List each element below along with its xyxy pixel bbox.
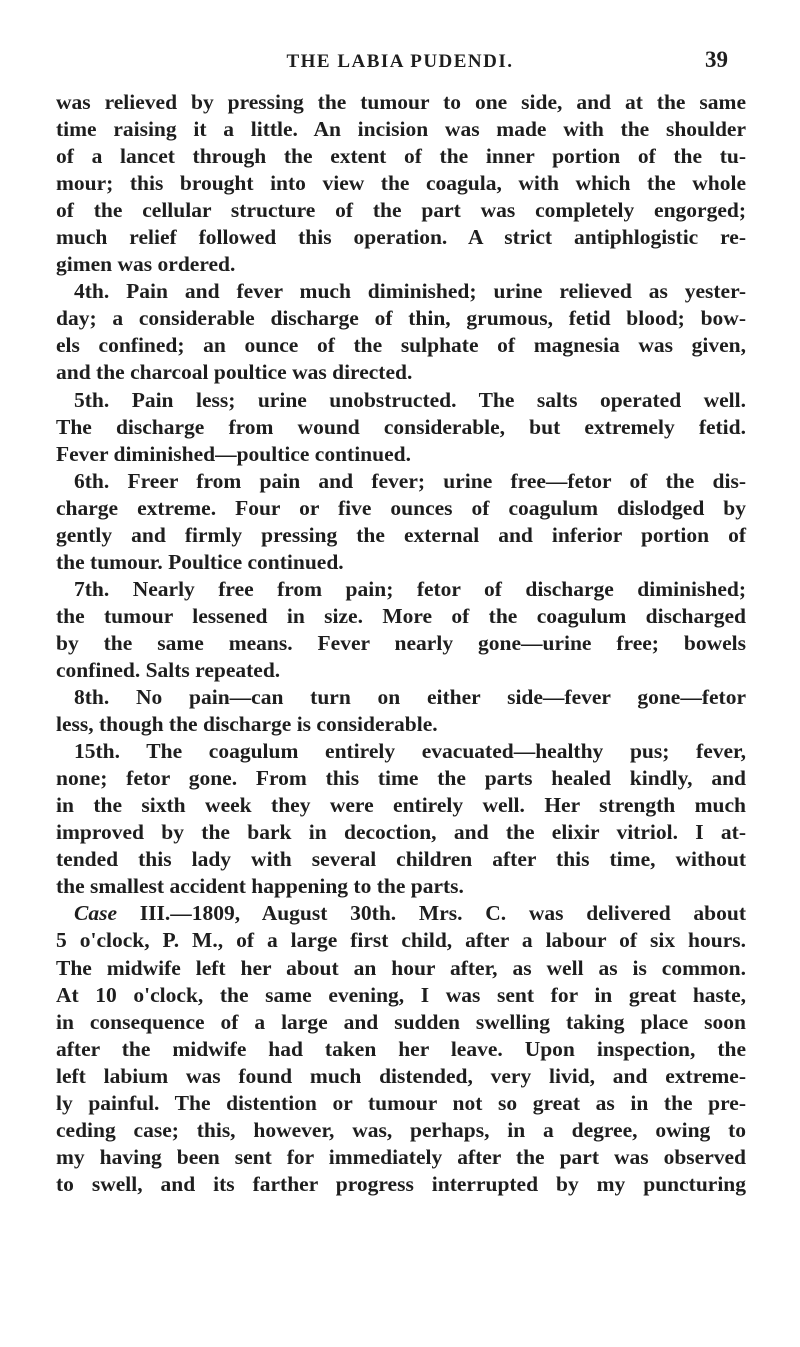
- text-line: and the charcoal poultice was directed.: [56, 360, 413, 385]
- text-line: none; fetor gone. From this time the parts healed kindly, and: [56, 766, 746, 791]
- text-line: less, though the discharge is considerable.: [56, 712, 438, 737]
- running-title: THE LABIA PUDENDI.: [286, 51, 514, 72]
- text-line: confined. Salts repeated.: [56, 657, 281, 682]
- text-line: was relieved by pressing the tumour to one side, and at the same: [56, 90, 746, 114]
- text-line: tended this lady with several children after this time, without: [56, 847, 746, 872]
- text-line: left labium was found much distended, very livid, and extreme-: [56, 1063, 746, 1088]
- text-line: The discharge from wound considerable, but extremely fetid.: [56, 414, 746, 439]
- text-line: At 10 o'clock, the same evening, I was sent for in great haste,: [56, 982, 746, 1007]
- text-line: gently and firmly pressing the external and inferior portion of: [56, 522, 746, 547]
- body-text: [56, 89, 746, 1198]
- text-line: 5 o'clock, P. M., of a large first child, after a labour of six hours.: [56, 928, 746, 953]
- text-line: the smallest accident happening to the parts.: [56, 874, 464, 899]
- text-line: ceding case; this, however, was, perhaps, in a degree, owing to: [56, 1117, 746, 1142]
- text-line: day; a considerable discharge of thin, grumous, fetid blood; bow-: [56, 306, 746, 331]
- text-line: improved by the bark in decoction, and the elixir vitriol. I at-: [56, 820, 746, 845]
- text-line: much relief followed this operation. A strict antiphlogistic re-: [56, 225, 746, 250]
- text-line: in the sixth week they were entirely well. Her strength much: [56, 793, 746, 818]
- text-line: Fever diminished—poultice continued.: [56, 441, 411, 466]
- text-line: the tumour. Poultice continued.: [56, 549, 344, 574]
- text-line: after the midwife had taken her leave. Upon inspection, the: [56, 1036, 746, 1061]
- case-number: III.: [139, 901, 171, 926]
- text-line: of the cellular structure of the part was completely engorged;: [56, 198, 746, 223]
- text-line: the tumour lessened in size. More of the coagulum discharged: [56, 603, 746, 628]
- page-number: 39: [705, 47, 728, 72]
- text-line: 4th. Pain and fever much diminished; urine relieved as yester-: [74, 279, 746, 304]
- text-line: gimen was ordered.: [56, 252, 236, 277]
- text-line: 6th. Freer from pain and fever; urine free—fetor of the dis-: [74, 468, 746, 493]
- case-label: Case: [74, 901, 117, 926]
- running-head: [0, 47, 800, 77]
- text-line: 8th. No pain—can turn on either side—fever gone—fetor: [74, 685, 746, 710]
- text-line: time raising it a little. An incision was made with the shoulder: [56, 117, 746, 142]
- text-line: by the same means. Fever nearly gone—urine free; bowels: [56, 630, 746, 655]
- text-line: my having been sent for immediately after the part was observed: [56, 1144, 746, 1169]
- case-heading-line: [56, 900, 746, 927]
- text-line: charge extreme. Four or five ounces of coagulum dislodged by: [56, 495, 746, 520]
- case-heading-text: —1809, August 30th. Mrs. C. was delivered about: [170, 901, 747, 926]
- text-line: 15th. The coagulum entirely evacuated—healthy pus; fever,: [74, 739, 746, 764]
- text-line: ly painful. The distention or tumour not so great as in the pre-: [56, 1090, 746, 1115]
- text-line: 5th. Pain less; urine unobstructed. The salts operated well.: [74, 387, 746, 412]
- text-line: 7th. Nearly free from pain; fetor of discharge diminished;: [74, 576, 746, 601]
- text-line: els confined; an ounce of the sulphate of magnesia was given,: [56, 333, 746, 358]
- text-line: of a lancet through the extent of the inner portion of the tu-: [56, 144, 746, 169]
- text-line: to swell, and its farther progress interrupted by my puncturing: [56, 1171, 746, 1196]
- text-line: in consequence of a large and sudden swelling taking place soon: [56, 1009, 746, 1034]
- text-line: The midwife left her about an hour after, as well as is common.: [56, 955, 746, 980]
- text-line: mour; this brought into view the coagula, with which the whole: [56, 171, 746, 196]
